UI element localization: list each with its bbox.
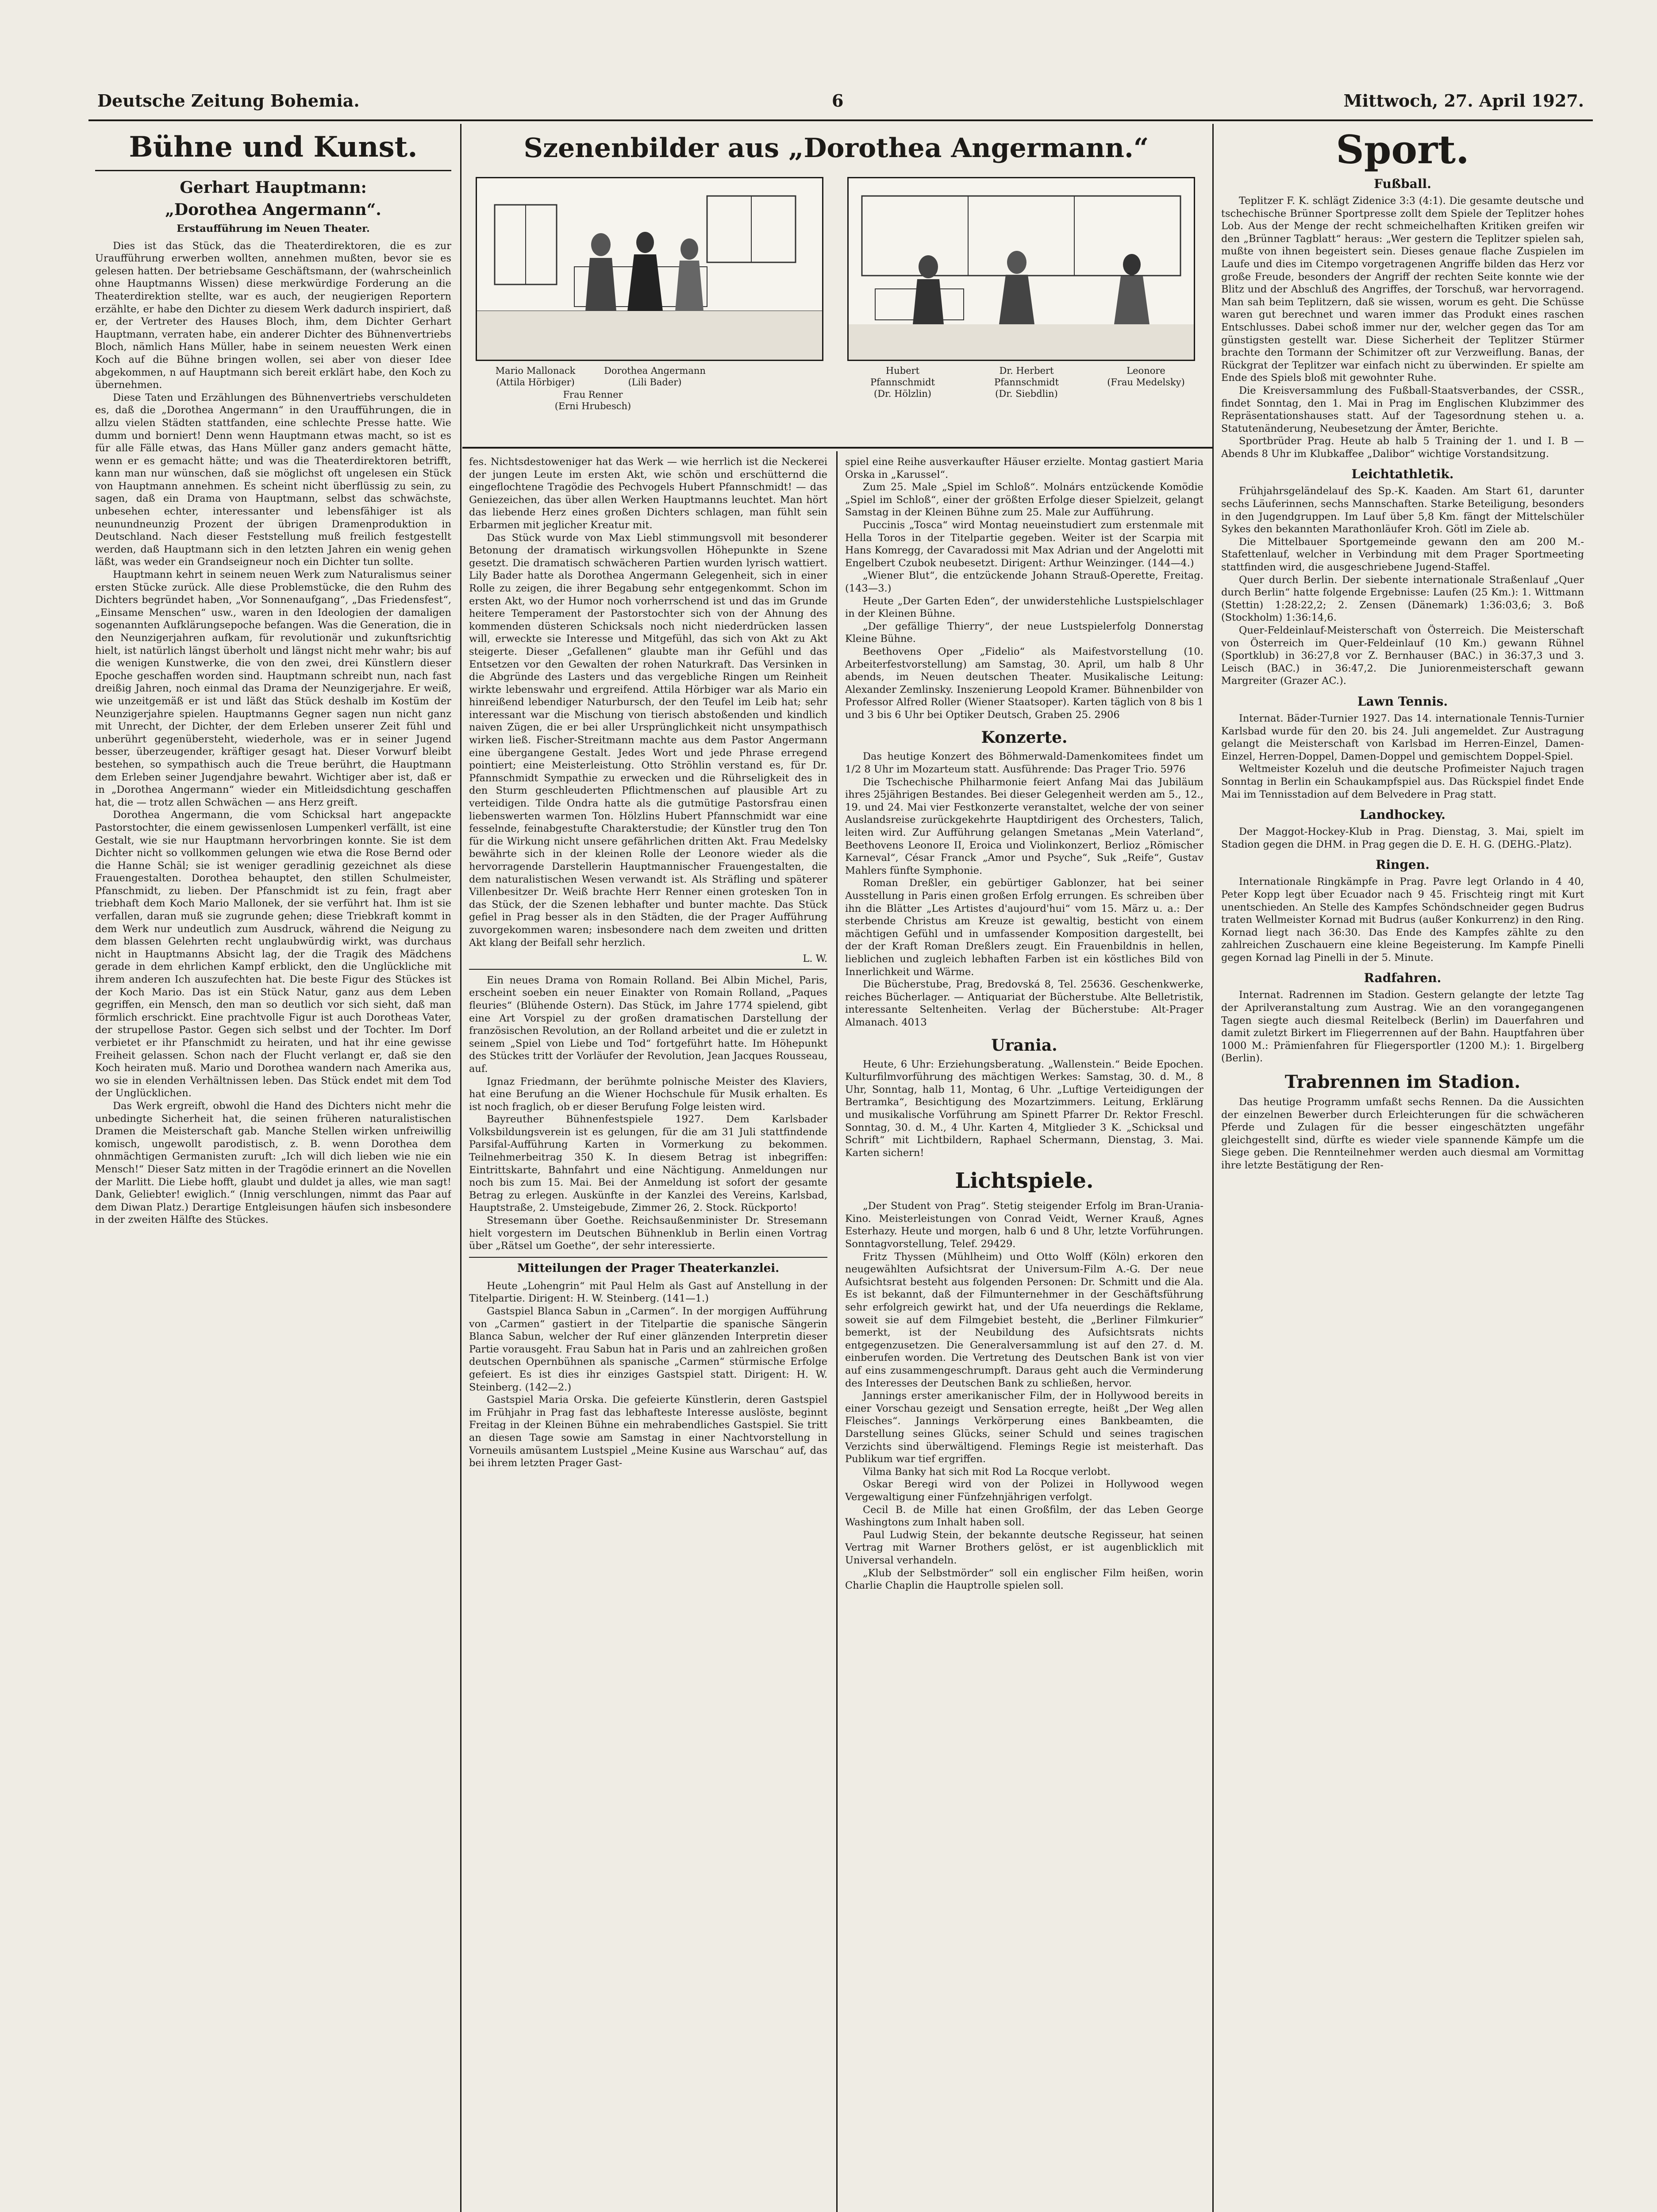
scene-picture-left — [476, 177, 823, 361]
theatre-item: Gastspiel Blanca Sabun in „Carmen“. In der morgigen Aufführung von „Carmen“ gastiert in der Titelpartie die spanische Sängerin Blanca Sabun, welcher der Ruf einer glänzenden Interpretin dieser Partie vorausgeht. Frau Sabun hat in Paris und an zahlreichen großen deutschen Opernbühnen als spanische „Carmen“ stürmische Erfolge gefeiert. Es ist dies ihr einziges Gastspiel statt. Dirigent: H. W. Steinberg. (142—2.) — [469, 1306, 827, 1393]
cinema-item: Vilma Banky hat sich mit Rod La Rocque verlobt. — [863, 1466, 1111, 1478]
cinema-item: „Klub der Selbstmörder“ soll ein englischer Film heißen, worin Charlie Chaplin die Hauptrolle spielen soll. — [845, 1567, 1203, 1592]
review-continuation-column — [469, 456, 827, 2212]
football-item: Sportbrüder Prag. Heute ab halb 5 Training der 1. und I. B — Abends 8 Uhr im Klubkaffee „Dalibor“ wichtige Vorstandsitzung. — [1221, 435, 1584, 460]
review-paragraph: Das Stück wurde von Max Liebl stimmungsvoll mit besonderer Betonung der dramatisch wirkungsvollen Höhepunkte in Szene gesetzt. Die dramatisch schwächeren Partien wurden lyrisch wattiert. Lily Bader hatte als Dorothea Angermann Gelegenheit, sich in einer Rolle zu zeigen, die ihrer Begabung sehr entgegenkommt. Schon im ersten Akt, wo der Humor noch vorherrschend ist und das im Grunde heitere Temperament der Pastorstochter sich von der Ahnung des kommenden düsteren Schicksals noch nicht niederdrücken lassen will, erweckte sie Interesse und Mitgefühl, das sich von Akt zu Akt steigerte. Dieser „Gefallenen“ glaubte man ihr Gefühl und das Entsetzen vor den Gewalten der rohen Naturkraft. Das Versinken in die Abgründe des Lasters und das vergebliche Ringen um Reinheit wirkte lebenswahr und ergreifend. Attila Hörbiger war als Mario ein hinreißend lebendiger Naturbursch, der den Teufel im Leib hat; sehr interessant war die Mischung von tierisch abstoßenden und kindlich naiven Zügen, die er bei aller Ursprünglichkeit nicht unsympathisch wirken ließ. Fischer-Streitmann machte aus dem Pastor Angermann eine übergangene Gestalt. Jedes Wort und jede Phrase erregend pointiert; eine Meisterleistung. Otto Ströhlin verstand es, für Dr. Pfannschmidt Sympathie zu erwecken und die Rührseligkeit des in den Sturm geschleuderten Pflichtmenschen auf plausible Art zu verteidigen. Tilde Ondra hatte als die gutmütige Pastorsfrau einen liebenswerten warmen Ton. Hölzlins Hubert Pfannschmidt war eine fesselnde, feinabgestufte Charakterstudie; der Künstler trug den Ton für die Wirkung nicht unsere gefährlichen dritten Akt. Frau Medelsky bewährte sich in der kleinen Rolle der Leonore wieder als die hervorragende Darstellerin Hauptmannischer Frauengestalten, die dem naturalistischen Wesen verwandt ist. Als Sträfling und späterer Villenbesitzer Dr. Weiß brachte Herr Renner einen grotesken Ton in das Stück, der die Szenen lebhafter und bunter machte. Das Stück gefiel in Prag besser als in den Städten, die der Prager Aufführung zuvorgekommen waren; insbesondere nach dem zweiten und dritten Akt klang der Beifall sehr herzlich. — [469, 532, 827, 949]
concert-item: Roman Dreßler, ein gebürtiger Gablonzer, hat bei seiner Ausstellung in Paris einen großen Erfolg errungen. Es schreiben über ihn die Blätter „Les Artistes d'aujourd'hui“ vom 15. März u. a.: Der sterbende Christus am Kreuze ist gewaltig, besticht von einem mächtigen Gefühl und in umfassender Komposition dargestellt, bei der der Kraft Roman Dreßlers zeugt. Ein Frauenbildnis in hellen, lieblichen und zugleich lebhaften Farben ist ein köstliches Bild von Innerlichkeit und Wärme. — [845, 877, 1203, 978]
section-title-sport: Sport. — [1336, 128, 1469, 173]
theatre-item: Heute „Lohengrin“ mit Paul Helm als Gast auf Anstellung in der Titelpartie. Dirigent: H. W. Steinberg. (141—1.) — [469, 1280, 827, 1305]
ringen-heading: Ringen. — [1376, 857, 1430, 872]
article-paragraph: Dies ist das Stück, das die Theaterdirektoren, die es zur Uraufführung erwerben wollten, annehmen mußten, bevor sie es gelesen hatten. Der betriebsame Geschäftsmann, der (wahrscheinlich ohne Hauptmanns Wissen) diese merkwürdige Forderung an die Theaterdirektion stellte, war es auch, der neugierigen Reportern erzählte, er habe den Dichter zu diesem Werk dadurch inspiriert, daß er, der Vertreter des Hauses Bloch, ihm, dem Dichter Gerhart Hauptmann, verraten habe, ein anderer Dichter des Bühnenvertriebs Bloch, nämlich Hans Müller, habe in seinem neuesten Werk einen Koch auf die Bühne bringen wollen, sei aber von dieser Idee abgekommen, n auf Hauptmann sich bereit erklärt habe, den Koch zu übernehmen. — [95, 240, 451, 391]
theatre-note: spiel eine Reihe ausverkaufter Häuser erzielte. Montag gastiert Maria Orska in „Karussel“. — [845, 456, 1203, 480]
theatre-note: Heute „Der Garten Eden“, der unwiderstehliche Lustspielschlager in der Kleinen Bühne. — [845, 595, 1203, 620]
column-rule-2 — [836, 451, 838, 2212]
concert-item: Das heutige Konzert des Böhmerwald-Damenkomitees findet um 1/2 8 Uhr im Mozarteum statt. Ausführende: Das Prager Trio. 5976 — [845, 751, 1203, 776]
review-paragraph: fes. Nichtsdestoweniger hat das Werk — wie herrlich ist die Neckerei der jungen Leute im ersten Akt, wie schön und erschütternd die eingeflochtene Tragödie des Pechvogels Hubert Pfannschmidt! — das Geniezeichen, das über allen Werken Hauptmanns leuchtet. Man hört das liebende Herz eines großen Dichters schlagen, man fühlt sein Erbarmen mit jeglicher Kreatur mit. — [469, 456, 827, 531]
football-heading: Fußball. — [1374, 177, 1431, 191]
review-signature: L. W. — [803, 953, 827, 965]
cinema-item: Fritz Thyssen (Mühlheim) und Otto Wolff (Köln) erkoren den neugewählten Aufsichtsrat der Universum-Film A.-G. Der neue Aufsichtsrat besteht aus folgenden Personen: Dr. Schmitt und die Ala. Es ist bekannt, daß der Filmunternehmer in der Geschäftsführung sehr erfolgreich gewirkt hat, und der Ufa neuerdings die Reklame, soweit sie auf dem Filmgebiet besteht, die „Berliner Filmkurier“ bemerkt, ist der Neubildung des Aufsichtsrats nichts entgegenzusetzen. Die Generalversammlung ist auf den 27. d. M. einberufen worden. Die Vertretung des Deutschen Bank ist von vier auf eins zusammengeschrumpft. Daraus geht auch die Verminderung des Interesses der Deutschen Bank zu schließen, hervor. — [845, 1251, 1203, 1389]
concert-item: Die Bücherstube, Prag, Bredovská 8, Tel. 25636. Geschenkwerke, reiches Bücherlager. — Antiquariat der Bücherstube. Alte Belletristik, interessante Seltenheiten. Verlag der Bücherstube: Alt-Prager Almanach. 4013 — [845, 979, 1203, 1028]
cinema-heading: Lichtspiele. — [955, 1168, 1094, 1194]
head-rule — [88, 119, 1593, 121]
trotting-item: Das heutige Programm umfaßt sechs Rennen. Da die Aussichten der einzelnen Bewerber durch Erleichterungen für die schwächeren Pferde und Zulagen für die besser eingeschätzten ungefähr gleichgestellt sind, dürfte es wieder viele spannende Kämpfe um die Siege geben. Die Rennteilnehmer werden auch diesmal am Vormittag ihre letzte Bestätigung der Ren- — [1221, 1096, 1584, 1171]
cycling-heading: Radfahren. — [1364, 971, 1442, 986]
article-subtitle: Erstaufführung im Neuen Theater. — [177, 223, 370, 234]
trotting-heading: Trabrennen im Stadion. — [1284, 1071, 1521, 1093]
football-item: Die Kreisversammlung des Fußball-Staatsverbandes, der CSSR., findet Sonntag, den 1. Mai in Prag im Englischen Klubzimmer des Repräsentationshauses statt. Auf der Tagesordnung stehen u. a. Statutenänderung, Neubesetzung der Ämter, Berichte. — [1221, 384, 1584, 434]
article-paragraph: Diese Taten und Erzählungen des Bühnenvertriebs verschuldeten es, daß die „Dorothea Angermann“ in den Uraufführungen, die in allzu vielen Städten stattfanden, eine schlechte Presse hatte. Wie dumm und borniert! Denn wenn Hauptmann etwas macht, so ist es für alle Fälle etwas, das Hans Müller ganz anders gemacht hätte, wenn er es gemacht hätte; und was die Theaterdirektoren betrifft, kann man nur wünschen, daß sie möglichst oft ungelesen ein Stück von Hauptmann annehmen. Es scheint nicht überflüssig zu sein, zu sagen, daß ein Drama von Hauptmann, selbst das schwächste, unbesehen echter, interessanter und lebensfähiger ist als neunundneunzig Prozent der übrigen Dramenproduktion in Deutschland. Nach dieser Feststellung muß freilich festgestellt werden, daß Hauptmann sich in den letzten Jahren ein wenig gehen läßt, was weder ein Grandseigneur noch ein Dichter tun sollte. — [95, 392, 451, 568]
notice-item: Ignaz Friedmann, der berühmte polnische Meister des Klaviers, hat eine Berufung an die Wiener Hochschule für Musik erhalten. Es ist noch fraglich, ob er dieser Berufung Folge leisten wird. — [469, 1075, 827, 1113]
tennis-item: Internat. Bäder-Turnier 1927. Das 14. internationale Tennis-Turnier Karlsbad wurde für den 20. bis 24. Juli angemeldet. Zur Austragung gelangt die Meisterschaft von Karlsbad im Herren-Einzel, Damen-Einzel, Herren-Doppel, Damen-Doppel und gemischtem Doppel-Spiel. — [1221, 712, 1584, 762]
article-author: Gerhart Hauptmann: — [180, 178, 367, 197]
picture-block-rule — [462, 447, 1212, 449]
article-paragraph: Hauptmann kehrt in seinem neuen Werk zum Naturalismus seiner ersten Stücke zurück. Alle diese Problemstücke, die den Ruhm des Dichters begründet haben, „Vor Sonnenaufgang“, „Das Friedensfest“, „Einsame Menschen“ usw., waren in den Ideologien der damaligen sogenannten Aufklärungsepoche befangen. Was die Generation, die in den Neunzigerjahren aufkam, für revolutionär und zukunftsrichtig hielt, ist natürlich längst überholt und längst nicht mehr wahr; bis auf die wenigen Kunstwerke, die von den zwei, drei Künstlern dieser Epoche geschaffen worden sind. Hauptmann schreibt nun, nach fast dreißig Jahren, noch einmal das Drama der Neunzigerjahre. Er weiß, wie unzeitgemäß er ist und läßt das Stück deshalb im Kostüm der Neunzigerjahre spielen. Hauptmanns Gegner sagen nun nicht ganz mit Unrecht, der Dichter, der dem Erleben unserer Zeit fühl und unberührt gegenübersteht, wiederhole, was er in seiner Jugend besser, überzeugender, kräftiger gesagt hat. Dieser Vorwurf bleibt bestehen, so sympathisch auch die Treue berührt, die Hauptmann dem Erleben seiner Jugendjahre bewahrt. Wichtiger aber ist, daß er in „Dorothea Angermann“ wieder ein Mitleidsdichtung geschaffen hat, die — trotz allen Schwächen — ans Herz greift. — [95, 569, 451, 808]
notice-item: Ein neues Drama von Romain Rolland. Bei Albin Michel, Paris, erscheint soeben ein neuer Einakter von Romain Rolland, „Paques fleuries“ (Blühende Ostern). Das Stück, im Jahre 1774 spielend, gibt eine Art Vorspiel zu der großen dramatischen Darstellung der französischen Revolution, an der Rolland arbeitet und die er zuletzt in seinem „Spiel von Liebe und Tod“ fortgeführt hatte. Im Höhepunkt des Stückes tritt der Vorläufer der Revolution, Jean Jacques Rousseau, auf. — [469, 974, 827, 1075]
article-paragraph: Das Werk ergreift, obwohl die Hand des Dichters nicht mehr die unbedingte Sicherheit hat, die seinen früheren naturalistischen Dramen die Meisterschaft gab. Manche Stellen wirken unfreiwillig komisch, ungewollt parodistisch, z. B. wenn Dorothea dem ohnmächtigen Germanisten zuruft: „Ich will dich lieben wie nie ein Mensch!“ Dieser Satz mitten in der Tragödie erinnert an die Novellen der Marlitt. Die Liebe hofft, glaubt und duldet ja alles, wie man sagt! Dank, Geliebter! ewiglich.“ (Innig verschlungen, nimmt das Paar auf dem Diwan Platz.) Derartige Entgleisungen häufen sich insbesondere in der zweiten Hälfte des Stückes. — [95, 1100, 451, 1226]
athletics-item: Quer-Feldeinlauf-Meisterschaft von Österreich. Die Meisterschaft von Österreich im Quer-Feldeinlauf (10 Km.) gewann Rühnel (Sportklub) in 36:27,8 vor Z. Bernhauser (BAC.) in 36:37,3 und 3. Leisch (BAC.) in 36:47,2. Die Juniorenmeisterschaft gewann Margreiter (Grazer AC.). — [1221, 625, 1584, 687]
caption-dorothea: Dorothea Angermann (Lili Bader) — [604, 365, 706, 388]
notice-item: Bayreuther Bühnenfestspiele 1927. Dem Karlsbader Volksbildungsverein ist es gelungen, für die am 31 Juli stattfindende Parsifal-Aufführung Karten in Vormerkung zu bekommen. Teilnehmerbeitrag 350 K. In diesem Betrag ist inbegriffen: Eintrittskarte, Bahnfahrt und eine Nächtigung. Anmeldungen nur noch bis zum 15. Mai. Bei der Anmeldung ist sofort der gesamte Betrag zu erlegen. Auskünfte in der Kanzlei des Vereins, Karlsbad, Hauptstraße, 2. Umsteigebude, Zimmer 26, 2. Stock. Rückporto! — [469, 1114, 827, 1214]
athletics-item: Quer durch Berlin. Der siebente internationale Straßenlauf „Quer durch Berlin“ hatte folgende Ergebnisse: Laufen (25 Km.): 1. Wittmann (Stettin) 1:28:22,2; 2. Zensen (Dänemark) 1:36:03,6; 3. Boß (Stockholm) 1:36:14,6. — [1221, 574, 1584, 624]
football-item: Teplitzer F. K. schlägt Zidenice 3:3 (4:1). Die gesamte deutsche und tschechische Brünner Sportpresse zollt dem Spiele der Teplitzer hohes Lob. Aus der Menge der recht schmeichelhaften Kritiken greifen wir den „Brünner Tagblatt“ heraus: „Wer gestern die Teplitzer spielen sah, mußte von ihnen begeistert sein. Dieses genaue flache Zuspielen im Laufe und dies im Citempo vorgetragenen Angriffe bilden das Herz vor große Freude, besonders der Angriff der rechten Seite konnte wie der Blitz und der Abschluß des Angriffes, der Torschuß, war hervorragend. Man sah beim Teplitzern, daß sie wissen, worum es geht. Die Schüsse waren gut berechnet und waren immer das Produkt eines raschen Entschlusses. Dabei schoß immer nur der, welcher gegen das Tor am günstigsten gestellt war. Diese Sicherheit der Teplitzer Stürmer brachte den Tormann der Schimitzer oft zur Verzweiflung. Banas, der Rückgrat der Teplitzer war einfach nicht zu überwinden. Er spielte am Ende des Spiels bloß mit gewohnter Ruhe. — [1221, 195, 1584, 384]
page-number: 6 — [832, 91, 844, 111]
caption-row — [469, 365, 1203, 436]
hockey-heading: Landhockey. — [1360, 807, 1446, 822]
section-title-buehne: Bühne und Kunst. — [129, 131, 418, 164]
cinema-item: „Der Student von Prag“. Stetig steigender Erfolg im Bran-Urania-Kino. Meisterleistungen von Conrad Veidt, Werner Krauß, Agnes Esterhazy. Heute und morgen, halb 6 und 8 Uhr, letzte Vorführungen. Sonntagvorstellung, Telef. 29429. — [845, 1200, 1203, 1250]
theatre-note: „Der gefällige Thierry“, der neue Lustspielerfolg Donnerstag Kleine Bühne. — [845, 620, 1203, 645]
theatre-note: Puccinis „Tosca“ wird Montag neueinstudiert zum erstenmale mit Hella Toros in der Titelpartie gegeben. Weiter ist der Scarpia mit Hans Komregg, der Cavaradossi mit Max Adrian und der Angelotti mit Engelbert Czubok neubesetzt. Dirigent: Arthur Weinzinger. (144—4.) — [845, 519, 1203, 569]
concert-item: Die Tschechische Philharmonie feiert Anfang Mai das Jubiläum ihres 25jährigen Bestandes. Bei dieser Gelegenheit werden am 5., 12., 19. und 24. Mai vier Festkonzerte veranstaltet, welche der von seiner Auslandsreise zurückgekehrte Hauptdirigent des Orchesters, Talich, leiten wird. Zur Aufführung gelangen Smetanas „Mein Vaterland“, Beethovens Leonore II, Eroica und Violinkonzert, Berlioz „Römischer Karneval“, César Franck „Amor und Psyche“, Suk „Reife“, Gustav Mahlers fünfte Symphonie. — [845, 776, 1203, 876]
prague-theatre-heading: Mitteilungen der Prager Theaterkanzlei. — [517, 1261, 780, 1275]
column-rule-3 — [1212, 124, 1214, 2212]
cinema-item: Cecil B. de Mille hat einen Großfilm, der das Leben George Washingtons zum Inhalt haben soll. — [845, 1504, 1203, 1528]
notice-rule — [469, 1257, 827, 1258]
notice-rule — [469, 969, 827, 970]
theatre-note: Beethovens Oper „Fidelio“ als Maifestvorstellung (10. Arbeiterfestvorstellung) am Samstag, 30. April, um halb 8 Uhr abends, im Neuen deutschen Theater. Musikalische Leitung: Alexander Zemlinsky. Inszenierung Leopold Kramer. Bühnenbilder von Professor Alfred Roller (Wiener Staatsoper). Karten täglich von 8 bis 1 und 3 bis 6 Uhr bei Optiker Deutsch, Graben 25. 2906 — [845, 645, 1203, 721]
cinema-item: Paul Ludwig Stein, der bekannte deutsche Regisseur, hat seinen Vertrag mit Warner Brothers gelöst, er ist augenblicklich mit Universal verhandeln. — [845, 1529, 1203, 1566]
article-paragraph: Dorothea Angermann, die vom Schicksal hart angepackte Pastorstochter, die einem gewissenlosen Lumpenkerl verfällt, ist eine Gestalt, wie sie nur Hauptmann hervorbringen konnte. Sie ist dem Dichter nicht so vollkommen gelungen wie etwa die Rose Bernd oder die Hanne Schäl; sie ist weniger geradlinig gezeichnet als diese Frauengestalten. Dorothea behauptet, den stillen Schulmeister, Pfanschmidt, zu lieben. Der Pfanschmidt ist zu fein, fragt aber triebhaft dem Koch Mario Mallonek, der sie verführt hat. Ihm ist sie verfallen, daran muß sie zugrunde gehen; diese Triebkraft kommt in dem Werk nur undeutlich zum Ausdruck, während die Neigung zu dem blassen Gelehrten recht unglaubwürdig wirkt, was durchaus nicht in Hauptmanns Absicht lag, der die Tragik des Mädchens gerade in dem ehrlichen Kampf erblickt, den die Unglückliche mit ihrem anderen Ich auszufechten hat. Die beste Figur des Stückes ist der Koch Mario. Das ist ein Stück Natur, ganz aus dem Leben gegriffen, ein Mensch, den man so deutlich vor sich sieht, daß man förmlich erschrickt. Eine prachtvolle Figur ist auch Dorotheas Vater, der strupellose Pastor. Gegen sich selbst und der Tochter. Im Dorf verbietet er ihr Pfanschmidt zu heiraten, und hat ihr eine gewisse Freiheit gelassen. Schon nach der Flucht verlangt er, daß sie den Koch heiraten muß. Mario und Dorothea wandern nach Amerika aus, wo sie in elenden Verhältnissen leben. Das Stück endet mit dem Tod der Unglücklichen. — [95, 809, 451, 1099]
cinema-item: Oskar Beregi wird von der Polizei in Hollywood wegen Vergewaltigung einer Fünfzehnjährigen verfolgt. — [845, 1479, 1203, 1503]
scene-pictures-title: Szenenbilder aus „Dorothea Angermann.“ — [523, 133, 1149, 164]
theatre-item: Gastspiel Maria Orska. Die gefeierte Künstlerin, deren Gastspiel im Frühjahr in Prag fast das lebhafteste Interesse auslöste, beginnt Freitag in der Kleinen Bühne ein mehrabendliches Gastspiel. Sie tritt an diesen Tage sowie am Samstag in einer Nachtvorstellung in Vorneuils amüsantem Lustspiel „Meine Kusine aus Warschau“ auf, das bei ihrem letzten Prager Gast- — [469, 1394, 827, 1469]
urania-heading: Urania. — [991, 1036, 1057, 1055]
cycling-item: Internat. Radrennen im Stadion. Gestern gelangte der letzte Tag der Aprilveranstaltung zum Austrag. Wie an den vorangegangenen Tagen siegte auch diesmal Reitelbeck (Berlin) im Dauerfahren und damit zuletzt Birkert im Fliegerrennen auf der Bahn. Hauptfahren über 1000 M.: Prämienfahren für Fliegersportler (1200 M.): 1. Birgelberg (Berlin). — [1221, 989, 1584, 1064]
theatre-column — [95, 128, 451, 2212]
column-rule-1 — [460, 124, 461, 2212]
caption-hubert: Hubert Pfannschmidt (Dr. Hölzlin) — [870, 365, 935, 399]
concerts-heading: Konzerte. — [981, 728, 1068, 747]
sport-column — [1221, 128, 1584, 2212]
article-title: „Dorothea Angermann“. — [165, 200, 381, 219]
scene-drawing-right — [849, 178, 1194, 360]
ringen-item: Internationale Ringkämpfe in Prag. Pavre legt Orlando in 4 40, Peter Kopp legt über Ecuador nach 9 45. Frischteig ringt mit Kurt unentschieden. An Stelle des Kampfes Schöndschneider gegen Budrus traten Wellmeister Kornad mit Budrus (außer Konkurrenz) in den Ring. Kornad liegt nach 36:30. Das Ende des Kampfes zählte zu den zahlreichen Zuschauern eine kleine Begeisterung. Im Kampfe Pinelli gegen Kornad lag Pinelli in der 5. Minute. — [1221, 876, 1584, 964]
theatre-note: „Wiener Blut“, die entzückende Johann Strauß-Operette, Freitag. (143—3.) — [845, 570, 1203, 594]
caption-frau-renner: Frau Renner (Erni Hrubesch) — [554, 389, 631, 411]
newspaper-name: Deutsche Zeitung Bohemia. — [97, 91, 360, 111]
scene-picture-right — [847, 177, 1195, 361]
urania-item: Heute, 6 Uhr: Erziehungsberatung. „Wallenstein.“ Beide Epochen. Kulturfilmvorführung des mächtigen Werkes: Samstag, 30. d. M., 8 Uhr, Sonntag, halb 11, Montag, 6 Uhr. „Luftige Verteidigungen der Bertramka“, Besichtigung des Mozartzimmers. Leitung, Erklärung und musikalische Vorführung am Spinett Pfarrer Dr. Rektor Freschl. Sonntag, 30. d. M., 4 Uhr. Karten 4, Mitglieder 3 K. „Schicksal und Schrift“ mit Lichtbildern, Raphael Schermann, Dienstag, 3. Mai. Karten sichern! — [845, 1058, 1203, 1159]
tennis-heading: Lawn Tennis. — [1357, 694, 1448, 709]
issue-date: Mittwoch, 27. April 1927. — [1343, 91, 1584, 111]
theatre-notes-column — [845, 456, 1203, 2212]
athletics-heading: Leichtathletik. — [1351, 467, 1454, 482]
tennis-item: Weltmeister Kozeluh und die deutsche Profimeister Najuch tragen Sonntag in Berlin ein Schaukampfspiel aus. Das Rückspiel findet Ende Mai im Tennisstadion auf dem Belvedere in Prag statt. — [1221, 763, 1584, 800]
scene-drawing-left — [477, 178, 822, 360]
theatre-note: Zum 25. Male „Spiel im Schloß“. Molnárs entzückende Komödie „Spiel im Schloß“, einer der größten Erfolge dieser Spielzeit, gelangt Samstag in der Kleinen Bühne zum 25. Male zur Aufführung. — [845, 481, 1203, 518]
athletics-item: Die Mittelbauer Sportgemeinde gewann den am 200 M.-Stafettenlauf, welcher in Verbindung mit dem Prager Sportmeeting stattfinden wird, die ausgeschriebene Jugend-Staffel. — [1221, 536, 1584, 573]
caption-leonore: Leonore (Frau Medelsky) — [1107, 365, 1185, 388]
caption-mario: Mario Mallonack (Attila Hörbiger) — [495, 365, 576, 388]
hockey-item: Der Maggot-Hockey-Klub in Prag. Dienstag, 3. Mai, spielt im Stadion gegen die DHM. in Prag gegen die D. E. H. G. (DEHG.-Platz). — [1221, 826, 1584, 850]
notice-item: Stresemann über Goethe. Reichsaußenminister Dr. Stresemann hielt vorgestern im Deutschen Bühnenklub in Berlin einen Vortrag über „Rätsel um Goethe“, der sehr interessierte. — [469, 1215, 827, 1252]
running-head — [88, 91, 1584, 117]
cinema-item: Jannings erster amerikanischer Film, der in Hollywood bereits in einer Vorschau gezeigt und Sensation erregte, heißt „Der Weg allen Fleisches“. Jannings Verkörperung eines Bankbeamten, die Darstellung seines Glücks, seiner Schuld und seines tragischen Verzichts sind überwältigend. Flemings Regie ist meisterhaft. Das Publikum war tief ergriffen. — [845, 1390, 1203, 1465]
athletics-item: Frühjahrsgeländelauf des Sp.-K. Kaaden. Am Start 61, darunter sechs Läuferinnen, sechs Mannschaften. Starke Beteiligung, besonders in den Jugendgruppen. Im Lauf über 5,8 Km. fängt der Mittelschüler Sykes den bekannten Marathonläufer Kroh. Götl im Ziele ab. — [1221, 485, 1584, 535]
caption-herbert: Dr. Herbert Pfannschmidt (Dr. Siebdlin) — [994, 365, 1059, 399]
section-rule — [95, 170, 451, 171]
